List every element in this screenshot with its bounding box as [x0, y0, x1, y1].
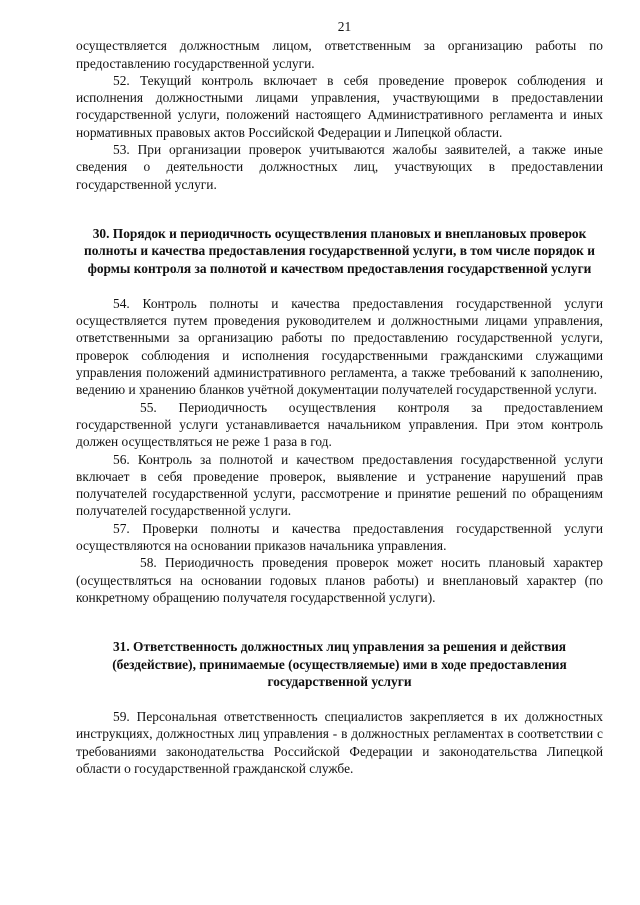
paragraph-55: 55. Периодичность осуществления контроля за предоставлением государственной услуги устанавливается начальником управления. При этом контроль должен осуществляться не реже 1 раза в год.	[76, 399, 603, 450]
paragraph-53: 53. При организации проверок учитываются жалобы заявителей, а также иные сведения о деятельности должностных лиц, участвующих в предоставлении государственной услуги.	[76, 142, 603, 192]
paragraph-58: 58. Периодичность проведения проверок может носить плановый характер (осуществляться на основании годовых планов работы) и внеплановый характер (по конкретному обращению получателя государственной услуги).	[76, 555, 603, 605]
section-31-heading: 31. Ответственность должностных лиц управления за решения и действия (бездействие), принимаемые (осуществляемые) ими в ходе предоставления государственной услуги	[112, 639, 567, 689]
section-30-heading: 30. Порядок и периодичность осуществления плановых и внеплановых проверок полноты и качества предоставления государственной услуги, в том числе порядок и формы контроля за полнотой и качеством предоставления государственной услуги	[84, 225, 595, 276]
paragraph-continuation: осуществляется должностным лицом, ответственным за организацию работы по предоставлению государственной услуги.	[76, 38, 603, 71]
spacer	[76, 193, 603, 225]
spacer	[76, 690, 603, 708]
spacer	[76, 277, 603, 295]
paragraph-52: 52. Текущий контроль включает в себя проведение проверок соблюдения и исполнения должностными лицами управления, участвующими в предоставлении государственной услуги, положений настоящего Административного регламента и иных нормативных правовых актов Российской Федерации и Липецкой области.	[76, 72, 603, 140]
page-number: 21	[337, 19, 352, 34]
paragraph-54: 54. Контроль полноты и качества предоставления государственной услуги осуществляется путем проведения руководителем и должностными лицами управления, ответственными за организацию работы по предоставлению государственной услуги, проверок соблюдения и исполнения государственными гражданскими служащими управления положений административного регламента, а также требований к заполнению, ведению и хранению бланков учётной документации получателей государственной услуги.	[76, 295, 603, 398]
paragraph-57: 57. Проверки полноты и качества предоставления государственной услуги осуществляются на основании приказов начальника управления.	[76, 520, 603, 554]
document-page	[76, 18, 603, 777]
spacer	[76, 606, 603, 638]
paragraph-56: 56. Контроль за полнотой и качеством предоставления государственной услуги включает в себя проведение проверок, выявление и устранение нарушений прав получателей государственной услуги, рассмотрение и принятие решений по обращениям получателей государственной услуги.	[76, 451, 603, 519]
paragraph-59: 59. Персональная ответственность специалистов закрепляется в их должностных инструкциях, должностных лиц управления - в должностных регламентах в соответствии с требованиями законодательства Российской Федерации и законодательства Липецкой области о государственной гражданской службе.	[76, 709, 603, 776]
